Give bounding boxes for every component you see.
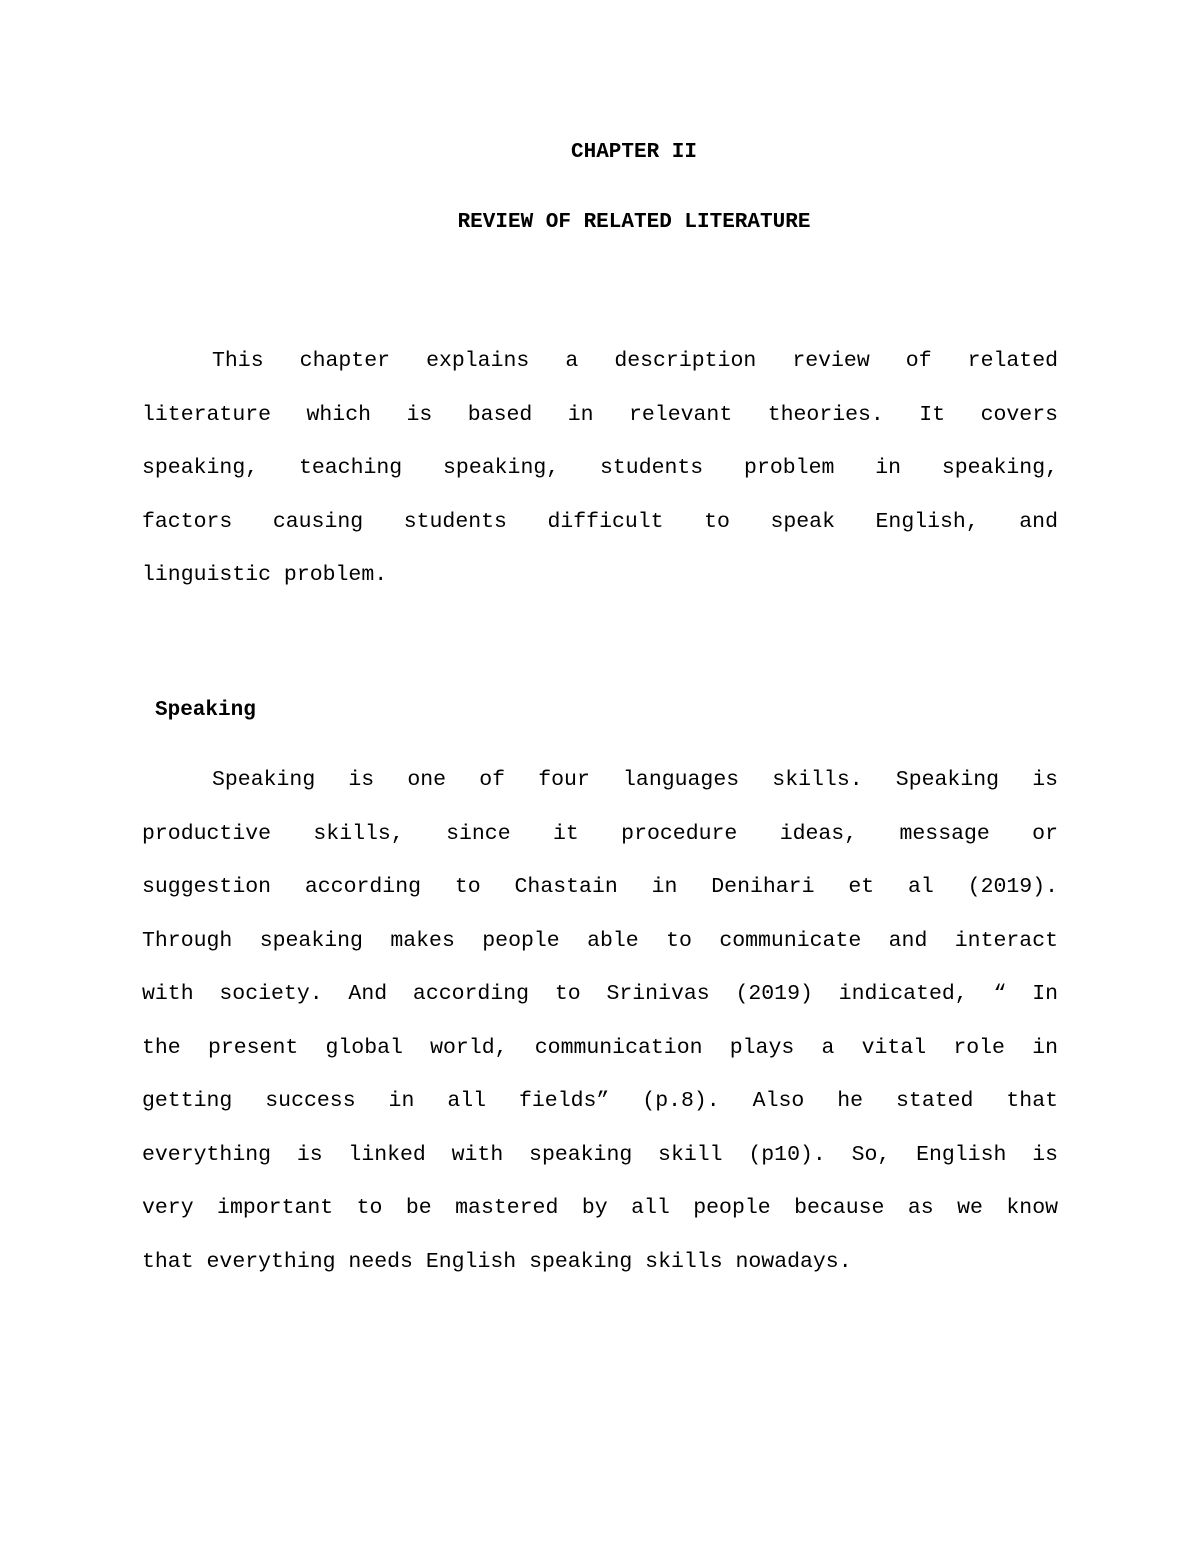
- paragraph-line: with society. And according to Srinivas (2019) indicated, “ In: [142, 982, 1058, 1006]
- paragraph-line: everything is linked with speaking skill (p10). So, English is: [142, 1142, 1058, 1167]
- paragraph-line: literature which is based in relevant theories. It covers: [142, 402, 1058, 427]
- paragraph-line: factors causing students difficult to speak English, and: [142, 509, 1058, 534]
- paragraph-line: productive skills, since it procedure ideas, message or: [142, 821, 1058, 846]
- paragraph-line: Speaking is one of four languages skills. Speaking is: [212, 768, 1058, 792]
- chapter-title: REVIEW OF RELATED LITERATURE: [457, 211, 811, 234]
- section-heading-speaking: Speaking: [155, 699, 256, 722]
- paragraph-line: speaking, teaching speaking, students problem in speaking,: [142, 456, 1058, 480]
- intro-paragraph: [142, 335, 1058, 603]
- speaking-paragraph: [142, 754, 1058, 1289]
- paragraph-line: the present global world, communication plays a vital role in: [142, 1035, 1058, 1060]
- paragraph-line: This chapter explains a description review of related: [212, 349, 1058, 373]
- paragraph-line: very important to be mastered by all people because as we know: [142, 1196, 1058, 1220]
- paragraph-line: suggestion according to Chastain in Denihari et al (2019).: [142, 875, 1058, 899]
- paragraph-line: that everything needs English speaking skills nowadays.: [142, 1249, 852, 1274]
- paragraph-line: linguistic problem.: [142, 563, 388, 587]
- chapter-number: CHAPTER II: [570, 141, 698, 164]
- paragraph-line: getting success in all fields” (p.8). Also he stated that: [142, 1089, 1058, 1113]
- paragraph-line: Through speaking makes people able to communicate and interact: [142, 928, 1058, 953]
